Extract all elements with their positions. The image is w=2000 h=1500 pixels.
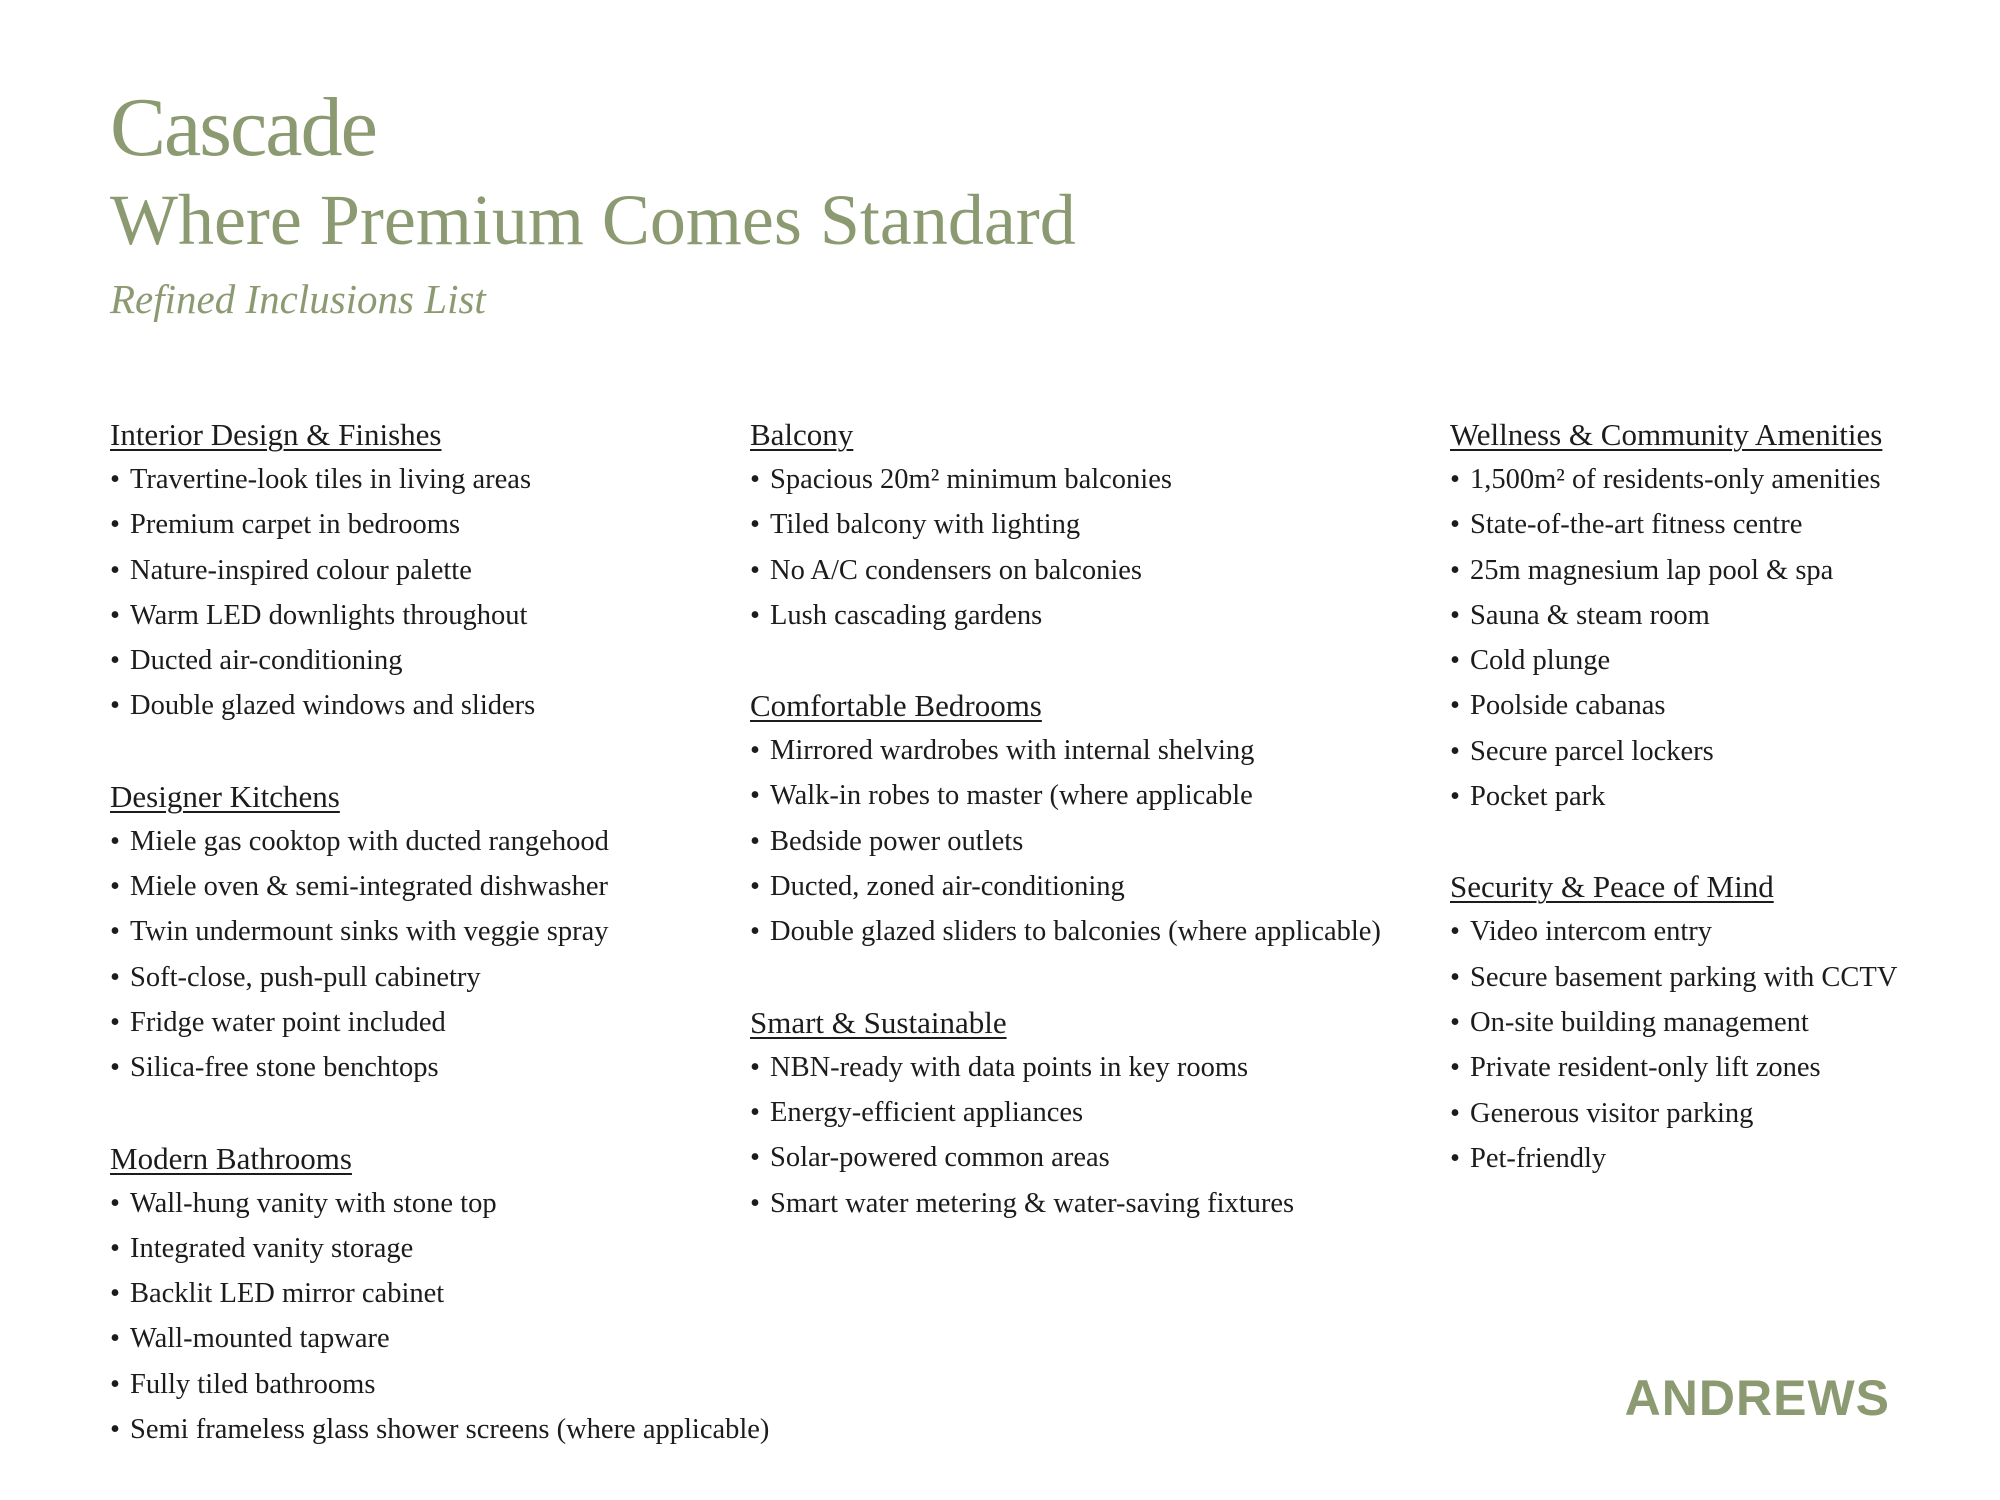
- list-item: [110, 1316, 740, 1361]
- list-item-text: Double glazed windows and sliders: [130, 690, 536, 722]
- list-item-text: Wall-hung vanity with stone top: [130, 1187, 497, 1219]
- list-item-text: Nature-inspired colour palette: [130, 554, 472, 586]
- section-title: Balcony: [750, 417, 854, 452]
- list-item-text: 25m magnesium lap pool & spa: [1470, 554, 1834, 586]
- list-item: [110, 1362, 740, 1407]
- list-item-text: Generous visitor parking: [1470, 1097, 1754, 1129]
- list-item-text: Soft-close, push-pull cabinetry: [130, 961, 481, 993]
- section-title: Wellness & Community Amenities: [1450, 417, 1883, 452]
- list-item-text: No A/C condensers on balconies: [770, 554, 1143, 586]
- bullet-icon: •: [110, 1414, 120, 1446]
- section-security-and-peace-of-mind: [1450, 864, 1950, 1181]
- section-wellness-and-community-amenities: [1450, 412, 1950, 819]
- subtitle: Refined Inclusions List: [110, 276, 486, 322]
- list-item-text: Backlit LED mirror cabinet: [130, 1278, 445, 1310]
- list-item: [1450, 1045, 1950, 1090]
- bullet-icon: •: [110, 1278, 120, 1310]
- bullet-icon: •: [110, 464, 120, 495]
- list-item: [1450, 729, 1950, 774]
- bullet-icon: •: [110, 1052, 120, 1084]
- list-item: [1450, 774, 1950, 819]
- list-item-text: Warm LED downlights throughout: [130, 599, 528, 631]
- list-item-text: 1,500m² of residents-only amenities: [1470, 464, 1881, 495]
- section-designer-kitchens: [110, 774, 740, 1091]
- section-title: Designer Kitchens: [110, 778, 340, 814]
- bullet-icon: •: [1450, 554, 1460, 586]
- list-item: [110, 1226, 740, 1271]
- list-item: [750, 819, 1430, 864]
- bullet-icon: •: [750, 599, 760, 631]
- list-item: [1450, 1091, 1950, 1136]
- tagline: Where Premium Comes Standard: [110, 180, 1076, 260]
- list-item-text: NBN-ready with data points in key rooms: [770, 1051, 1249, 1083]
- inclusions-list: [1450, 457, 1950, 819]
- list-item-text: Secure parcel lockers: [1470, 735, 1714, 767]
- list-item: [1450, 1136, 1950, 1181]
- list-item-text: Twin undermount sinks with veggie spray: [130, 916, 609, 948]
- list-item: [110, 819, 740, 864]
- list-item: [1450, 457, 1950, 502]
- bullet-icon: •: [110, 825, 120, 857]
- list-item-text: Sauna & steam room: [1470, 599, 1710, 631]
- bullet-icon: •: [750, 1187, 760, 1219]
- bullet-icon: •: [1450, 1097, 1460, 1129]
- list-item: [110, 1000, 740, 1045]
- inclusions-list: [1450, 909, 1950, 1181]
- bullet-icon: •: [750, 1096, 760, 1128]
- list-item: [1450, 909, 1950, 954]
- bullet-icon: •: [110, 916, 120, 948]
- list-item-text: Miele oven & semi-integrated dishwasher: [130, 871, 609, 903]
- list-item: [1450, 502, 1950, 547]
- list-item-text: Wall-mounted tapware: [130, 1323, 390, 1355]
- section-balcony: [750, 412, 1430, 638]
- list-item: [750, 1090, 1430, 1135]
- list-item: [750, 864, 1430, 909]
- list-item-text: Mirrored wardrobes with internal shelving: [770, 735, 1255, 767]
- bullet-icon: •: [1450, 1052, 1460, 1084]
- bullet-icon: •: [110, 599, 120, 631]
- bullet-icon: •: [750, 1142, 760, 1174]
- list-item: [750, 728, 1430, 773]
- list-item-text: Poolside cabanas: [1470, 690, 1666, 722]
- list-item-text: Travertine-look tiles in living areas: [130, 464, 532, 495]
- bullet-icon: •: [750, 554, 760, 586]
- list-item: [1450, 955, 1950, 1000]
- bullet-icon: •: [750, 464, 760, 495]
- list-item: [750, 593, 1430, 638]
- list-item-text: Spacious 20m² minimum balconies: [770, 464, 1172, 495]
- inclusions-list: [110, 819, 740, 1091]
- list-item-text: Video intercom entry: [1470, 916, 1713, 948]
- brand-title: Cascade: [110, 81, 376, 174]
- list-item-text: Bedside power outlets: [770, 825, 1024, 857]
- list-item-text: Ducted air-conditioning: [130, 645, 403, 677]
- section-title: Modern Bathrooms: [110, 1140, 352, 1176]
- bullet-icon: •: [1450, 645, 1460, 677]
- list-item-text: Smart water metering & water-saving fixtures: [770, 1187, 1295, 1219]
- list-item: [1450, 638, 1950, 683]
- list-item: [110, 457, 740, 502]
- bullet-icon: •: [110, 1006, 120, 1038]
- bullet-icon: •: [750, 1051, 760, 1083]
- section-title: Smart & Sustainable: [750, 1004, 1007, 1040]
- list-item-text: State-of-the-art fitness centre: [1470, 509, 1803, 541]
- list-item: [750, 1045, 1430, 1090]
- list-item-text: Secure basement parking with CCTV: [1470, 961, 1898, 993]
- bullet-icon: •: [750, 916, 760, 948]
- list-item: [1450, 593, 1950, 638]
- list-item: [1450, 548, 1950, 593]
- list-item: [110, 502, 740, 547]
- column-1: [110, 412, 770, 1497]
- list-item-text: Premium carpet in bedrooms: [130, 509, 461, 541]
- list-item: [110, 638, 740, 683]
- list-item-text: Energy-efficient appliances: [770, 1096, 1084, 1128]
- list-item-text: Integrated vanity storage: [130, 1232, 414, 1264]
- bullet-icon: •: [750, 871, 760, 903]
- list-item: [750, 1181, 1430, 1226]
- list-item-text: Ducted, zoned air-conditioning: [770, 871, 1125, 903]
- list-item: [750, 457, 1430, 502]
- bullet-icon: •: [110, 871, 120, 903]
- bullet-icon: •: [110, 1187, 120, 1219]
- section-comfortable-bedrooms: [750, 683, 1430, 954]
- inclusions-list: [110, 457, 740, 729]
- inclusions-list: [750, 728, 1430, 954]
- list-item: [1450, 1000, 1950, 1045]
- list-item-text: Lush cascading gardens: [770, 599, 1043, 631]
- bullet-icon: •: [110, 1323, 120, 1355]
- bullet-icon: •: [1450, 509, 1460, 541]
- bullet-icon: •: [1450, 1006, 1460, 1038]
- bullet-icon: •: [750, 780, 760, 812]
- list-item: [750, 773, 1430, 818]
- bullet-icon: •: [750, 825, 760, 857]
- list-item: [110, 683, 740, 728]
- inclusions-list: [750, 1045, 1430, 1226]
- bullet-icon: •: [110, 509, 120, 541]
- list-item-text: Cold plunge: [1470, 645, 1611, 677]
- bullet-icon: •: [110, 961, 120, 993]
- inclusions-list: [110, 1181, 770, 1453]
- bullet-icon: •: [1450, 781, 1460, 813]
- list-item-text: Solar-powered common areas: [770, 1142, 1110, 1174]
- list-item: [110, 955, 740, 1000]
- bullet-icon: •: [750, 509, 760, 541]
- bullet-icon: •: [1450, 916, 1460, 948]
- section-smart-and-sustainable: [750, 1000, 1430, 1226]
- list-item-text: Pocket park: [1470, 781, 1606, 813]
- list-item-text: Miele gas cooktop with ducted rangehood: [130, 825, 609, 857]
- bullet-icon: •: [1450, 464, 1460, 495]
- list-item-text: Pet-friendly: [1470, 1142, 1607, 1174]
- list-item: [110, 593, 740, 638]
- list-item: [750, 502, 1430, 547]
- bullet-icon: •: [1450, 599, 1460, 631]
- bullet-icon: •: [750, 735, 760, 767]
- bullet-icon: •: [110, 554, 120, 586]
- inclusions-list: [750, 457, 1430, 638]
- list-item: [110, 548, 740, 593]
- list-item-text: Double glazed sliders to balconies (where applicable): [770, 916, 1381, 948]
- list-item-text: Tiled balcony with lighting: [770, 509, 1081, 541]
- list-item-text: Fully tiled bathrooms: [130, 1368, 376, 1400]
- list-item-text: On-site building management: [1470, 1006, 1809, 1038]
- list-item-text: Fridge water point included: [130, 1006, 446, 1038]
- list-item-text: Private resident-only lift zones: [1470, 1052, 1821, 1084]
- list-item: [110, 1045, 740, 1090]
- bullet-icon: •: [110, 1232, 120, 1264]
- bullet-icon: •: [1450, 1142, 1460, 1174]
- bullet-icon: •: [1450, 735, 1460, 767]
- list-item: [110, 1181, 740, 1226]
- list-item: [750, 1135, 1430, 1180]
- section-title: Comfortable Bedrooms: [750, 688, 1042, 724]
- andrews-logo: ANDREWS: [1624, 1370, 1890, 1426]
- list-item: [110, 1271, 740, 1316]
- list-item-text: Semi frameless glass shower screens (where applicable): [130, 1414, 770, 1446]
- bullet-icon: •: [110, 690, 120, 722]
- list-item: [110, 864, 740, 909]
- bullet-icon: •: [1450, 690, 1460, 722]
- list-item-text: Silica-free stone benchtops: [130, 1052, 439, 1084]
- section-modern-bathrooms: [110, 1136, 770, 1453]
- bullet-icon: •: [110, 645, 120, 677]
- column-3: [1450, 412, 1950, 1226]
- bullet-icon: •: [1450, 961, 1460, 993]
- section-interior-design-and-finishes: [110, 412, 740, 729]
- list-item: [1450, 683, 1950, 728]
- bullet-icon: •: [110, 1368, 120, 1400]
- list-item: [110, 1407, 770, 1452]
- list-item: [750, 909, 1430, 954]
- list-item-text: Walk-in robes to master (where applicable: [770, 780, 1253, 812]
- column-2: [750, 412, 1430, 1271]
- document-header: [110, 80, 1510, 329]
- list-item: [110, 909, 740, 954]
- list-item: [750, 548, 1430, 593]
- section-title: Interior Design & Finishes: [110, 417, 442, 452]
- section-title: Security & Peace of Mind: [1450, 869, 1774, 905]
